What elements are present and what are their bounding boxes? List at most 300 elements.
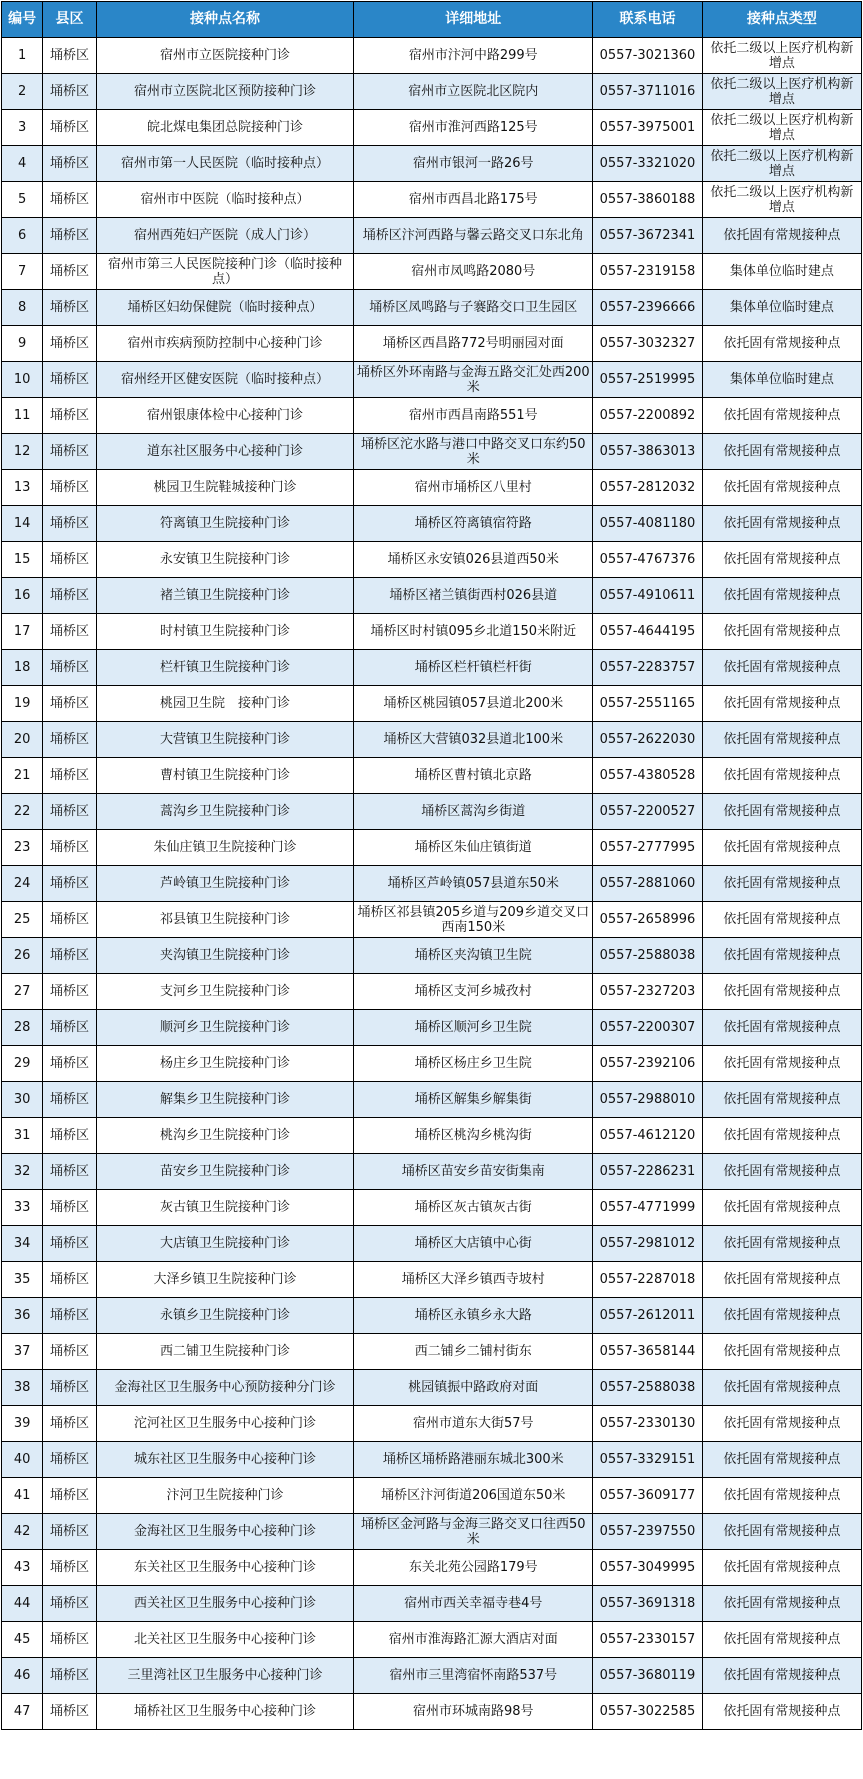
- cell-id: 45: [2, 1622, 43, 1658]
- cell-site-type: 依托固有常规接种点: [702, 1334, 861, 1370]
- table-row: [2, 1226, 862, 1262]
- cell-address: 埇桥区大营镇032县道北100米: [354, 722, 593, 758]
- cell-phone: 0557-2397550: [593, 1514, 703, 1550]
- table-row: [2, 1370, 862, 1406]
- cell-phone: 0557-2812032: [593, 470, 703, 506]
- cell-site-type: 依托固有常规接种点: [702, 1046, 861, 1082]
- cell-address: 埇桥区永镇乡永大路: [354, 1298, 593, 1334]
- cell-id: 30: [2, 1082, 43, 1118]
- cell-id: 34: [2, 1226, 43, 1262]
- cell-id: 32: [2, 1154, 43, 1190]
- table-row: [2, 1622, 862, 1658]
- cell-id: 37: [2, 1334, 43, 1370]
- cell-id: 13: [2, 470, 43, 506]
- cell-site-name: 宿州市疾病预防控制中心接种门诊: [96, 326, 354, 362]
- cell-id: 7: [2, 254, 43, 290]
- table-row: [2, 830, 862, 866]
- table-row: [2, 1298, 862, 1334]
- cell-id: 20: [2, 722, 43, 758]
- cell-address: 宿州市西昌南路551号: [354, 398, 593, 434]
- cell-site-type: 依托固有常规接种点: [702, 1190, 861, 1226]
- table-row: [2, 362, 862, 398]
- cell-site-type: 集体单位临时建点: [702, 254, 861, 290]
- cell-id: 42: [2, 1514, 43, 1550]
- cell-district: 埇桥区: [43, 866, 96, 902]
- cell-district: 埇桥区: [43, 722, 96, 758]
- cell-site-type: 依托固有常规接种点: [702, 1694, 861, 1730]
- cell-phone: 0557-3691318: [593, 1586, 703, 1622]
- cell-address: 埇桥区时村镇095乡北道150米附近: [354, 614, 593, 650]
- cell-phone: 0557-3975001: [593, 110, 703, 146]
- cell-district: 埇桥区: [43, 614, 96, 650]
- table-row: [2, 1262, 862, 1298]
- cell-phone: 0557-4771999: [593, 1190, 703, 1226]
- cell-address: 埇桥区蒿沟乡街道: [354, 794, 593, 830]
- table-row: [2, 1694, 862, 1730]
- cell-site-type: 依托固有常规接种点: [702, 1010, 861, 1046]
- cell-phone: 0557-4612120: [593, 1118, 703, 1154]
- table-row: [2, 110, 862, 146]
- table-row: [2, 1478, 862, 1514]
- cell-address: 埇桥区西昌路772号明丽园对面: [354, 326, 593, 362]
- cell-site-name: 宿州市中医院（临时接种点）: [96, 182, 354, 218]
- cell-site-type: 依托固有常规接种点: [702, 1298, 861, 1334]
- cell-site-type: 依托固有常规接种点: [702, 326, 861, 362]
- cell-id: 39: [2, 1406, 43, 1442]
- table-row: [2, 866, 862, 902]
- cell-site-name: 苗安乡卫生院接种门诊: [96, 1154, 354, 1190]
- cell-site-type: 依托固有常规接种点: [702, 1514, 861, 1550]
- cell-phone: 0557-2981012: [593, 1226, 703, 1262]
- cell-address: 桃园镇振中路政府对面: [354, 1370, 593, 1406]
- cell-site-name: 汴河卫生院接种门诊: [96, 1478, 354, 1514]
- cell-address: 宿州市凤鸣路2080号: [354, 254, 593, 290]
- cell-id: 24: [2, 866, 43, 902]
- cell-site-type: 依托固有常规接种点: [702, 1622, 861, 1658]
- cell-id: 6: [2, 218, 43, 254]
- cell-phone: 0557-2392106: [593, 1046, 703, 1082]
- cell-address: 宿州市三里湾宿怀南路537号: [354, 1658, 593, 1694]
- cell-id: 27: [2, 974, 43, 1010]
- table-row: [2, 1658, 862, 1694]
- cell-site-name: 宿州市立医院北区预防接种门诊: [96, 74, 354, 110]
- cell-address: 埇桥区桃沟乡桃沟街: [354, 1118, 593, 1154]
- table-row: [2, 1442, 862, 1478]
- table-row: [2, 1406, 862, 1442]
- table-row: [2, 218, 862, 254]
- cell-phone: 0557-2283757: [593, 650, 703, 686]
- cell-district: 埇桥区: [43, 1442, 96, 1478]
- cell-site-name: 东关社区卫生服务中心接种门诊: [96, 1550, 354, 1586]
- cell-phone: 0557-3860188: [593, 182, 703, 218]
- cell-address: 埇桥区曹村镇北京路: [354, 758, 593, 794]
- cell-address: 宿州市道东大街57号: [354, 1406, 593, 1442]
- cell-id: 29: [2, 1046, 43, 1082]
- header-address: 详细地址: [354, 2, 593, 38]
- cell-id: 4: [2, 146, 43, 182]
- cell-phone: 0557-2588038: [593, 1370, 703, 1406]
- cell-district: 埇桥区: [43, 1154, 96, 1190]
- cell-district: 埇桥区: [43, 1658, 96, 1694]
- cell-district: 埇桥区: [43, 1118, 96, 1154]
- table-row: [2, 902, 862, 938]
- cell-site-type: 依托二级以上医疗机构新增点: [702, 146, 861, 182]
- cell-phone: 0557-4081180: [593, 506, 703, 542]
- cell-district: 埇桥区: [43, 398, 96, 434]
- cell-address: 埇桥区解集乡解集街: [354, 1082, 593, 1118]
- cell-district: 埇桥区: [43, 362, 96, 398]
- cell-phone: 0557-2287018: [593, 1262, 703, 1298]
- table-row: [2, 1190, 862, 1226]
- cell-district: 埇桥区: [43, 758, 96, 794]
- cell-address: 埇桥区栏杆镇栏杆街: [354, 650, 593, 686]
- cell-site-type: 依托固有常规接种点: [702, 686, 861, 722]
- cell-address: 埇桥区朱仙庄镇街道: [354, 830, 593, 866]
- cell-id: 47: [2, 1694, 43, 1730]
- cell-site-name: 沱河社区卫生服务中心接种门诊: [96, 1406, 354, 1442]
- cell-site-type: 依托二级以上医疗机构新增点: [702, 182, 861, 218]
- cell-site-type: 依托固有常规接种点: [702, 1478, 861, 1514]
- cell-address: 埇桥区灰古镇灰古街: [354, 1190, 593, 1226]
- cell-id: 9: [2, 326, 43, 362]
- cell-site-type: 依托固有常规接种点: [702, 1082, 861, 1118]
- cell-address: 宿州市汴河中路299号: [354, 38, 593, 74]
- cell-district: 埇桥区: [43, 902, 96, 938]
- cell-phone: 0557-2319158: [593, 254, 703, 290]
- cell-address: 埇桥区汴河街道206国道东50米: [354, 1478, 593, 1514]
- cell-site-name: 桃园卫生院 接种门诊: [96, 686, 354, 722]
- cell-site-type: 依托固有常规接种点: [702, 830, 861, 866]
- cell-district: 埇桥区: [43, 1514, 96, 1550]
- table-row: [2, 1514, 862, 1550]
- cell-district: 埇桥区: [43, 218, 96, 254]
- cell-site-name: 城东社区卫生服务中心接种门诊: [96, 1442, 354, 1478]
- cell-site-name: 芦岭镇卫生院接种门诊: [96, 866, 354, 902]
- cell-address: 埇桥区杨庄乡卫生院: [354, 1046, 593, 1082]
- cell-phone: 0557-3658144: [593, 1334, 703, 1370]
- cell-phone: 0557-2200307: [593, 1010, 703, 1046]
- table-row: [2, 74, 862, 110]
- cell-id: 31: [2, 1118, 43, 1154]
- cell-site-name: 大营镇卫生院接种门诊: [96, 722, 354, 758]
- cell-site-type: 依托固有常规接种点: [702, 1370, 861, 1406]
- table-row: [2, 1154, 862, 1190]
- cell-district: 埇桥区: [43, 650, 96, 686]
- cell-site-name: 顺河乡卫生院接种门诊: [96, 1010, 354, 1046]
- cell-id: 14: [2, 506, 43, 542]
- table-row: [2, 938, 862, 974]
- cell-site-type: 依托固有常规接种点: [702, 1226, 861, 1262]
- cell-address: 埇桥区外环南路与金海五路交汇处西200米: [354, 362, 593, 398]
- cell-phone: 0557-3032327: [593, 326, 703, 362]
- cell-site-name: 金海社区卫生服务中心接种门诊: [96, 1514, 354, 1550]
- cell-address: 埇桥区祁县镇205乡道与209乡道交叉口西南150米: [354, 902, 593, 938]
- cell-district: 埇桥区: [43, 1622, 96, 1658]
- table-body: [2, 38, 862, 1730]
- cell-district: 埇桥区: [43, 578, 96, 614]
- cell-site-name: 金海社区卫生服务中心预防接种分门诊: [96, 1370, 354, 1406]
- cell-address: 宿州市立医院北区院内: [354, 74, 593, 110]
- cell-district: 埇桥区: [43, 830, 96, 866]
- cell-site-type: 依托固有常规接种点: [702, 1442, 861, 1478]
- table-row: [2, 722, 862, 758]
- table-row: [2, 182, 862, 218]
- cell-site-name: 时村镇卫生院接种门诊: [96, 614, 354, 650]
- cell-address: 埇桥区芦岭镇057县道东50米: [354, 866, 593, 902]
- cell-address: 埇桥区桃园镇057县道北200米: [354, 686, 593, 722]
- cell-site-name: 宿州市第一人民医院（临时接种点）: [96, 146, 354, 182]
- cell-site-type: 依托固有常规接种点: [702, 758, 861, 794]
- cell-site-name: 大泽乡镇卫生院接种门诊: [96, 1262, 354, 1298]
- cell-site-type: 依托固有常规接种点: [702, 938, 861, 974]
- cell-district: 埇桥区: [43, 506, 96, 542]
- cell-id: 16: [2, 578, 43, 614]
- cell-site-name: 蒿沟乡卫生院接种门诊: [96, 794, 354, 830]
- cell-address: 埇桥区苗安乡苗安街集南: [354, 1154, 593, 1190]
- cell-phone: 0557-3680119: [593, 1658, 703, 1694]
- cell-phone: 0557-2200527: [593, 794, 703, 830]
- cell-site-name: 杨庄乡卫生院接种门诊: [96, 1046, 354, 1082]
- cell-site-type: 依托固有常规接种点: [702, 218, 861, 254]
- cell-district: 埇桥区: [43, 1226, 96, 1262]
- cell-district: 埇桥区: [43, 434, 96, 470]
- cell-id: 36: [2, 1298, 43, 1334]
- cell-address: 埇桥区大泽乡镇西寺坡村: [354, 1262, 593, 1298]
- cell-site-name: 解集乡卫生院接种门诊: [96, 1082, 354, 1118]
- cell-district: 埇桥区: [43, 146, 96, 182]
- table-row: [2, 1586, 862, 1622]
- cell-address: 埇桥区凤鸣路与子褰路交口卫生园区: [354, 290, 593, 326]
- cell-site-type: 依托固有常规接种点: [702, 902, 861, 938]
- cell-phone: 0557-2286231: [593, 1154, 703, 1190]
- cell-phone: 0557-2327203: [593, 974, 703, 1010]
- cell-district: 埇桥区: [43, 1334, 96, 1370]
- table-row: [2, 614, 862, 650]
- cell-id: 10: [2, 362, 43, 398]
- cell-address: 宿州市银河一路26号: [354, 146, 593, 182]
- cell-id: 2: [2, 74, 43, 110]
- cell-site-type: 依托固有常规接种点: [702, 434, 861, 470]
- cell-site-name: 道东社区服务中心接种门诊: [96, 434, 354, 470]
- table-row: [2, 974, 862, 1010]
- cell-phone: 0557-2612011: [593, 1298, 703, 1334]
- cell-site-name: 北关社区卫生服务中心接种门诊: [96, 1622, 354, 1658]
- cell-id: 11: [2, 398, 43, 434]
- cell-site-name: 宿州西苑妇产医院（成人门诊）: [96, 218, 354, 254]
- cell-id: 44: [2, 1586, 43, 1622]
- cell-site-name: 桃沟乡卫生院接种门诊: [96, 1118, 354, 1154]
- cell-district: 埇桥区: [43, 938, 96, 974]
- cell-site-name: 埇桥社区卫生服务中心接种门诊: [96, 1694, 354, 1730]
- cell-phone: 0557-2588038: [593, 938, 703, 974]
- cell-address: 埇桥区大店镇中心街: [354, 1226, 593, 1262]
- table-row: [2, 1118, 862, 1154]
- cell-site-name: 宿州市立医院接种门诊: [96, 38, 354, 74]
- header-row: [2, 2, 862, 38]
- cell-district: 埇桥区: [43, 110, 96, 146]
- cell-district: 埇桥区: [43, 1370, 96, 1406]
- table-row: [2, 38, 862, 74]
- cell-site-name: 永镇乡卫生院接种门诊: [96, 1298, 354, 1334]
- cell-site-name: 三里湾社区卫生服务中心接种门诊: [96, 1658, 354, 1694]
- cell-id: 21: [2, 758, 43, 794]
- cell-site-type: 依托固有常规接种点: [702, 1154, 861, 1190]
- cell-site-name: 栏杆镇卫生院接种门诊: [96, 650, 354, 686]
- cell-address: 宿州市西昌北路175号: [354, 182, 593, 218]
- header-district: 县区: [43, 2, 96, 38]
- cell-id: 28: [2, 1010, 43, 1046]
- table-row: [2, 1082, 862, 1118]
- vaccination-sites-table: [1, 1, 862, 1730]
- cell-site-name: 褚兰镇卫生院接种门诊: [96, 578, 354, 614]
- cell-address: 西二铺乡二铺村街东: [354, 1334, 593, 1370]
- cell-phone: 0557-2519995: [593, 362, 703, 398]
- cell-site-name: 符离镇卫生院接种门诊: [96, 506, 354, 542]
- cell-address: 埇桥区褚兰镇街西村026县道: [354, 578, 593, 614]
- table-row: [2, 434, 862, 470]
- table-row: [2, 1046, 862, 1082]
- cell-id: 12: [2, 434, 43, 470]
- cell-id: 19: [2, 686, 43, 722]
- cell-phone: 0557-3329151: [593, 1442, 703, 1478]
- cell-site-name: 皖北煤电集团总院接种门诊: [96, 110, 354, 146]
- cell-phone: 0557-4644195: [593, 614, 703, 650]
- cell-site-type: 依托固有常规接种点: [702, 722, 861, 758]
- cell-phone: 0557-3321020: [593, 146, 703, 182]
- cell-address: 宿州市环城南路98号: [354, 1694, 593, 1730]
- cell-id: 25: [2, 902, 43, 938]
- cell-district: 埇桥区: [43, 1586, 96, 1622]
- cell-site-type: 依托固有常规接种点: [702, 1262, 861, 1298]
- cell-phone: 0557-3711016: [593, 74, 703, 110]
- cell-id: 33: [2, 1190, 43, 1226]
- cell-district: 埇桥区: [43, 1046, 96, 1082]
- table-row: [2, 686, 862, 722]
- cell-address: 宿州市埇桥区八里村: [354, 470, 593, 506]
- cell-phone: 0557-4380528: [593, 758, 703, 794]
- cell-site-name: 夹沟镇卫生院接种门诊: [96, 938, 354, 974]
- table-row: [2, 146, 862, 182]
- cell-district: 埇桥区: [43, 1478, 96, 1514]
- cell-phone: 0557-3863013: [593, 434, 703, 470]
- cell-phone: 0557-2396666: [593, 290, 703, 326]
- table-row: [2, 794, 862, 830]
- cell-address: 埇桥区埇桥路港丽东城北300米: [354, 1442, 593, 1478]
- table-row: [2, 326, 862, 362]
- cell-district: 埇桥区: [43, 182, 96, 218]
- cell-site-type: 依托固有常规接种点: [702, 578, 861, 614]
- cell-site-type: 依托固有常规接种点: [702, 506, 861, 542]
- cell-address: 宿州市淮海路汇源大酒店对面: [354, 1622, 593, 1658]
- cell-address: 埇桥区夹沟镇卫生院: [354, 938, 593, 974]
- cell-phone: 0557-2881060: [593, 866, 703, 902]
- cell-site-name: 宿州经开区健安医院（临时接种点）: [96, 362, 354, 398]
- cell-district: 埇桥区: [43, 794, 96, 830]
- cell-phone: 0557-2622030: [593, 722, 703, 758]
- cell-id: 40: [2, 1442, 43, 1478]
- cell-site-name: 埇桥区妇幼保健院（临时接种点）: [96, 290, 354, 326]
- table-row: [2, 578, 862, 614]
- cell-district: 埇桥区: [43, 326, 96, 362]
- cell-district: 埇桥区: [43, 1298, 96, 1334]
- cell-site-type: 依托固有常规接种点: [702, 650, 861, 686]
- cell-district: 埇桥区: [43, 38, 96, 74]
- cell-district: 埇桥区: [43, 1550, 96, 1586]
- cell-site-type: 依托固有常规接种点: [702, 470, 861, 506]
- cell-district: 埇桥区: [43, 974, 96, 1010]
- table-row: [2, 1550, 862, 1586]
- cell-district: 埇桥区: [43, 542, 96, 578]
- cell-site-name: 曹村镇卫生院接种门诊: [96, 758, 354, 794]
- cell-site-type: 依托固有常规接种点: [702, 1550, 861, 1586]
- cell-phone: 0557-2777995: [593, 830, 703, 866]
- cell-site-type: 依托固有常规接种点: [702, 1658, 861, 1694]
- cell-site-type: 依托固有常规接种点: [702, 1406, 861, 1442]
- table-row: [2, 1334, 862, 1370]
- cell-site-type: 依托固有常规接种点: [702, 1586, 861, 1622]
- cell-site-name: 支河乡卫生院接种门诊: [96, 974, 354, 1010]
- cell-district: 埇桥区: [43, 1190, 96, 1226]
- cell-district: 埇桥区: [43, 254, 96, 290]
- cell-site-name: 祁县镇卫生院接种门诊: [96, 902, 354, 938]
- cell-address: 埇桥区顺河乡卫生院: [354, 1010, 593, 1046]
- cell-address: 埇桥区永安镇026县道西50米: [354, 542, 593, 578]
- cell-id: 3: [2, 110, 43, 146]
- cell-id: 15: [2, 542, 43, 578]
- table-row: [2, 758, 862, 794]
- cell-site-name: 桃园卫生院鞋城接种门诊: [96, 470, 354, 506]
- cell-site-type: 依托固有常规接种点: [702, 794, 861, 830]
- cell-district: 埇桥区: [43, 290, 96, 326]
- cell-site-type: 依托固有常规接种点: [702, 398, 861, 434]
- table-row: [2, 398, 862, 434]
- cell-id: 17: [2, 614, 43, 650]
- cell-id: 23: [2, 830, 43, 866]
- cell-site-type: 依托二级以上医疗机构新增点: [702, 38, 861, 74]
- cell-phone: 0557-4767376: [593, 542, 703, 578]
- cell-site-type: 依托固有常规接种点: [702, 866, 861, 902]
- cell-id: 41: [2, 1478, 43, 1514]
- cell-district: 埇桥区: [43, 686, 96, 722]
- cell-id: 8: [2, 290, 43, 326]
- cell-address: 埇桥区金河路与金海三路交叉口往西50米: [354, 1514, 593, 1550]
- cell-id: 43: [2, 1550, 43, 1586]
- cell-id: 18: [2, 650, 43, 686]
- cell-site-type: 依托固有常规接种点: [702, 974, 861, 1010]
- cell-address: 埇桥区沱水路与港口中路交叉口东约50米: [354, 434, 593, 470]
- cell-site-name: 永安镇卫生院接种门诊: [96, 542, 354, 578]
- cell-id: 1: [2, 38, 43, 74]
- cell-district: 埇桥区: [43, 470, 96, 506]
- cell-phone: 0557-3021360: [593, 38, 703, 74]
- cell-site-type: 依托固有常规接种点: [702, 1118, 861, 1154]
- cell-site-type: 依托二级以上医疗机构新增点: [702, 110, 861, 146]
- cell-address: 埇桥区符离镇宿符路: [354, 506, 593, 542]
- table-row: [2, 1010, 862, 1046]
- header-site-name: 接种点名称: [96, 2, 354, 38]
- cell-id: 26: [2, 938, 43, 974]
- table-row: [2, 650, 862, 686]
- cell-phone: 0557-3672341: [593, 218, 703, 254]
- cell-address: 宿州市西关幸福寺巷4号: [354, 1586, 593, 1622]
- cell-site-type: 依托固有常规接种点: [702, 542, 861, 578]
- cell-site-name: 宿州银康体检中心接种门诊: [96, 398, 354, 434]
- cell-site-name: 朱仙庄镇卫生院接种门诊: [96, 830, 354, 866]
- header-site-type: 接种点类型: [702, 2, 861, 38]
- cell-site-type: 集体单位临时建点: [702, 362, 861, 398]
- table-row: [2, 290, 862, 326]
- table-row: [2, 470, 862, 506]
